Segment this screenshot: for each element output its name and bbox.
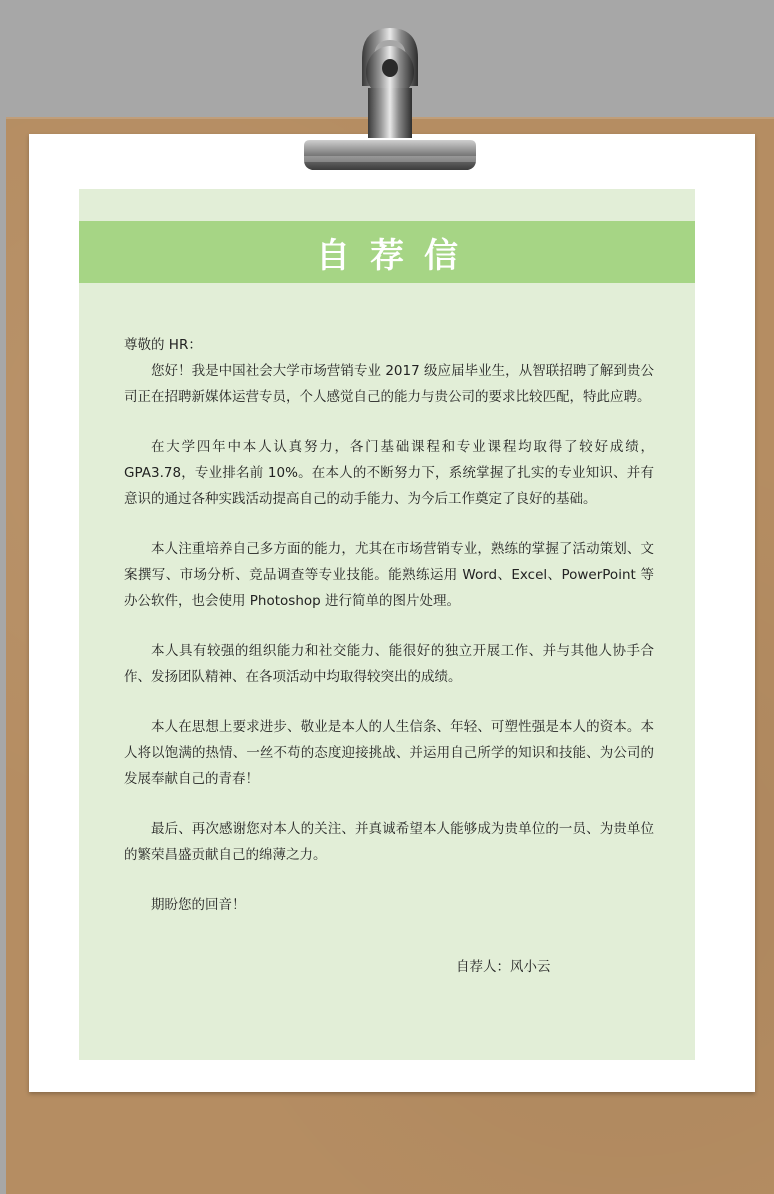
page-title: 自荐信 (316, 235, 478, 276)
signature: 自荐人：风小云 (456, 959, 551, 975)
paragraph-5: 本人在思想上要求进步、敬业是本人的人生信条、年轻、可塑性强是本人的资本。本人将以饱满的热情、一丝不苟的态度迎接挑战、并运用自己所学的知识和技能、为公司的发展奉献自己的青春！ (124, 719, 654, 787)
paragraph-1: 您好！我是中国社会大学市场营销专业 2017 级应届毕业生，从智联招聘了解到贵公司正在招聘新媒体运营专员，个人感觉自己的能力与贵公司的要求比较匹配，特此应聘。 (124, 363, 654, 405)
paragraph-4: 本人具有较强的组织能力和社交能力、能很好的独立开展工作、并与其他人协手合作、发扬团队精神、在各项活动中均取得较突出的成绩。 (124, 643, 654, 685)
letter-panel (79, 189, 695, 1060)
paragraph-2: 在大学四年中本人认真努力，各门基础课程和专业课程均取得了较好成绩，GPA3.78，专业排名前 10%。在本人的不断努力下，系统掌握了扎实的专业知识、并有意识的通过各种实践活动提高自己的动手能力、为今后工作奠定了良好的基础。 (124, 439, 654, 507)
binder-clip-icon (300, 28, 480, 178)
letter-body (124, 332, 654, 942)
greeting: 尊敬的 HR： (124, 337, 202, 353)
paragraph-3: 本人注重培养自己多方面的能力，尤其在市场营销专业，熟练的掌握了活动策划、文案撰写、市场分析、竞品调查等专业技能。能熟练运用 Word、Excel、PowerPoint 等办公软件，也会使用 Photoshop 进行简单的图片处理。 (124, 541, 654, 609)
paragraph-6: 最后、再次感谢您对本人的关注、并真诚希望本人能够成为贵单位的一员、为贵单位的繁荣昌盛贡献自己的绵薄之力。 (124, 821, 654, 863)
title-bar (79, 221, 695, 283)
paragraph-7: 期盼您的回音！ (151, 897, 246, 913)
